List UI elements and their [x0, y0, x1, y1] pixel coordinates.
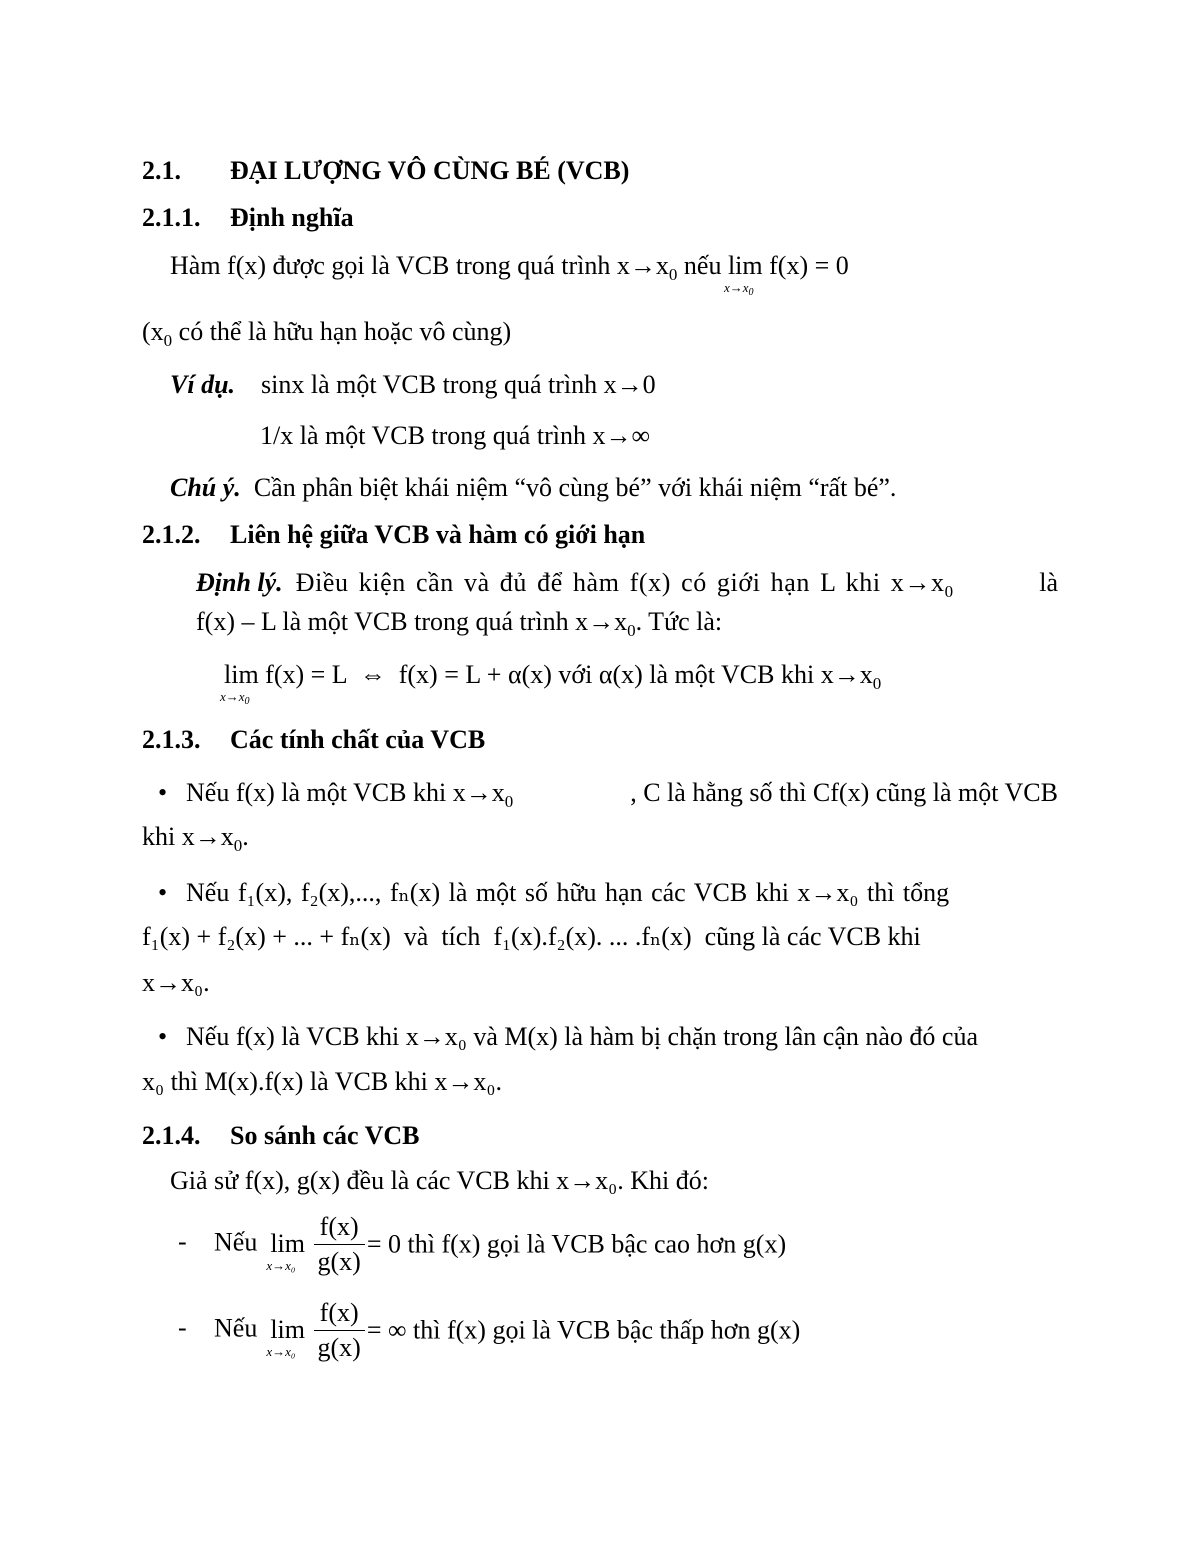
comparison-text: = 0 thì f(x) gọi là VCB bậc cao hơn g(x)	[366, 1229, 787, 1259]
section-title: ĐẠI LƯỢNG VÔ CÙNG BÉ (VCB)	[230, 156, 630, 185]
subscript: 0	[668, 265, 678, 284]
lim-under-text: x→x	[723, 280, 749, 295]
property-text: Nếu f₁(x), f₂(x),..., fₙ(x) là một số hữu hạn các VCB khi x→x₀ thì tổng	[186, 878, 950, 907]
fraction	[314, 1212, 365, 1277]
theorem-text: f(x) – L là một VCB trong quá trình x→x	[196, 607, 628, 636]
property-text: Nếu f(x) là VCB khi x→x₀ và M(x) là hàm bị chặn trong lân cận nào đó của	[186, 1022, 978, 1051]
theorem-label: Định lý.	[196, 568, 283, 597]
subsection-heading-213	[142, 725, 485, 755]
bullet-icon: •	[158, 778, 168, 807]
dash-marker: -	[178, 1313, 187, 1343]
bullet-icon: •	[158, 1022, 168, 1051]
subsection-title: Các tính chất của VCB	[230, 725, 486, 754]
subsection-title: Định nghĩa	[230, 203, 354, 232]
property-bullet-3	[158, 1022, 978, 1052]
limit-subscript	[220, 690, 250, 708]
formula-text: f(x) = L ⇔ f(x) = L + α(x) với α(x) là một VCB khi x→x	[258, 660, 873, 689]
example-label: Ví dụ.	[170, 370, 236, 399]
limit-subscript: x→x₀	[266, 1344, 296, 1360]
subsection-heading-214	[142, 1121, 420, 1151]
property-text: x₀ thì M(x).f(x) là VCB khi x→x₀.	[142, 1067, 502, 1096]
property-text: khi x→x	[142, 822, 234, 851]
definition-text: nếu	[677, 251, 728, 280]
definition-text: f(x) = 0	[762, 251, 849, 280]
note-text: Cần phân biệt khái niệm “vô cùng bé” với khái niệm “rất bé”.	[253, 473, 897, 502]
note-text: có thể là hữu hạn hoặc vô cùng)	[172, 317, 512, 346]
limit-operator	[266, 1229, 305, 1274]
subscript: 0	[872, 674, 882, 693]
comparison-text: Giả sử f(x), g(x) đều là các VCB khi x→x₀. Khi đó:	[170, 1166, 709, 1195]
note-label: Chú ý.	[170, 473, 241, 502]
theorem-line-2	[196, 607, 723, 640]
fraction-numerator: f(x)	[314, 1298, 365, 1331]
fraction-denominator: g(x)	[317, 1332, 361, 1362]
comparison-case-1	[178, 1212, 786, 1277]
theorem-text: Điều kiện cần và đủ để hàm f(x) có giới hạn L khi x→x	[295, 568, 945, 597]
fraction-numerator: f(x)	[314, 1212, 365, 1245]
comparison-text: Nếu	[214, 1313, 258, 1343]
subscript: 0	[504, 792, 514, 811]
example-line-1	[170, 370, 656, 400]
property-bullet-2-cont	[142, 922, 921, 952]
fraction	[314, 1298, 365, 1363]
subsection-number: 2.1.4.	[142, 1121, 201, 1150]
property-bullet-2	[158, 878, 949, 908]
property-bullet-2-end	[142, 968, 210, 998]
limit-operator	[266, 1315, 305, 1360]
subscript: 0	[944, 582, 954, 601]
theorem-text: là	[1039, 568, 1058, 597]
subscript: 0	[233, 836, 243, 855]
subsection-heading-212	[142, 520, 645, 550]
property-bullet-3-cont	[142, 1067, 502, 1097]
subscript: 0	[163, 331, 173, 350]
definition-text: Hàm f(x) được gọi là VCB trong quá trình x→x	[170, 251, 669, 280]
lim-text: lim	[270, 1229, 305, 1259]
property-bullet-1	[158, 778, 1058, 811]
property-text: .	[242, 822, 249, 851]
subsection-title: So sánh các VCB	[230, 1121, 420, 1150]
subsection-heading-211	[142, 203, 354, 233]
example-line-2	[260, 421, 650, 451]
lim-text: lim	[270, 1315, 305, 1345]
property-text: f₁(x) + f₂(x) + ... + fₙ(x) và tích f₁(x).f₂(x). ... .fₙ(x) cũng là các VCB khi	[142, 922, 921, 951]
property-text: , C là hằng số thì Cf(x) cũng là một VCB	[630, 778, 1058, 807]
property-bullet-1-cont	[142, 822, 249, 855]
lim-under-text: x→x	[220, 689, 245, 704]
theorem-line-1	[196, 568, 1058, 601]
comparison-text: Nếu	[214, 1227, 258, 1257]
fraction-denominator: g(x)	[317, 1246, 361, 1276]
section-heading	[142, 156, 629, 186]
bullet-icon: •	[158, 878, 168, 907]
property-text: x→x₀.	[142, 968, 210, 997]
section-number: 2.1.	[142, 156, 181, 185]
dash-marker: -	[178, 1227, 187, 1257]
subsection-title: Liên hệ giữa VCB và hàm có giới hạn	[230, 520, 646, 549]
lim-text: lim	[224, 660, 259, 689]
subscript: 0	[627, 621, 636, 640]
comparison-text: = ∞ thì f(x) gọi là VCB bậc thấp hơn g(x)	[366, 1315, 801, 1345]
limit-subscript	[724, 281, 754, 299]
lim-text: lim	[727, 251, 763, 280]
lim-under-sub: 0	[244, 696, 250, 707]
theorem-text: . Tức là:	[635, 607, 723, 636]
subsection-number: 2.1.2.	[142, 520, 201, 549]
note-line	[170, 473, 896, 503]
example-text: 1/x là một VCB trong quá trình x→∞	[260, 421, 650, 450]
comparison-case-2	[178, 1298, 800, 1363]
limit-subscript: x→x₀	[266, 1258, 296, 1274]
note-text: (x	[142, 317, 164, 346]
property-text: Nếu f(x) là một VCB khi x→x	[186, 778, 505, 807]
definition-note	[142, 317, 512, 350]
example-text: sinx là một VCB trong quá trình x→0	[261, 370, 656, 399]
comparison-intro	[170, 1166, 709, 1196]
subsection-number: 2.1.1.	[142, 203, 201, 232]
lim-under-sub: 0	[748, 287, 754, 298]
subsection-number: 2.1.3.	[142, 725, 201, 754]
